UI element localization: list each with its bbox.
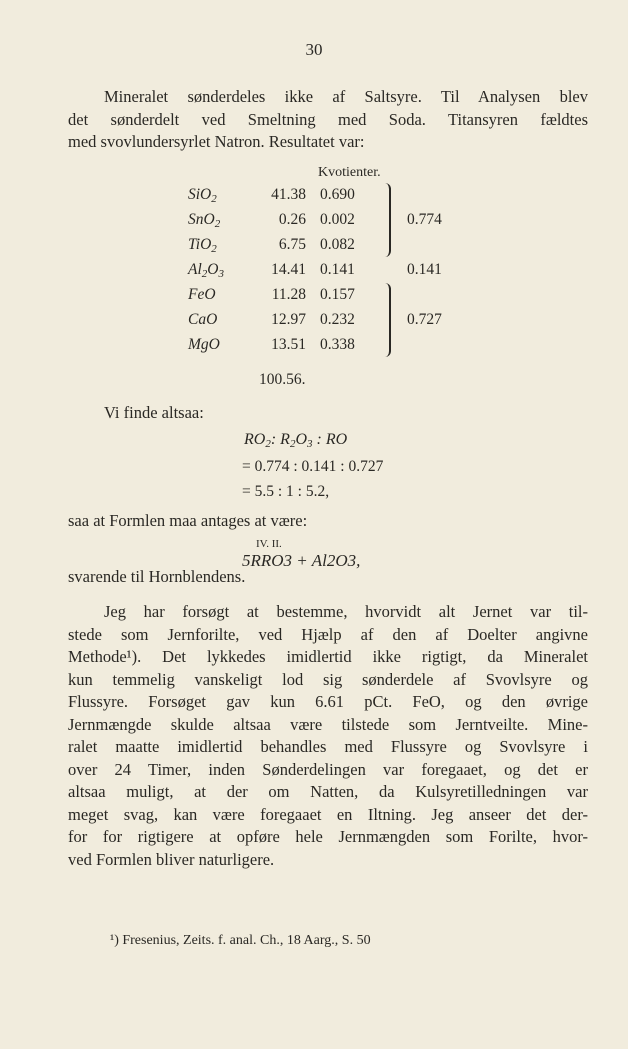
- table-percent: 13.51: [271, 336, 306, 353]
- text-line: Jernmængde skulde altsaa være tilstede som Jerntveilte. Mine-: [68, 714, 588, 734]
- text-line: altsaa muligt, at der om Natten, da Kulsyretilledningen var: [68, 782, 588, 801]
- ratio-line: = 5.5 : 1 : 5.2,: [242, 483, 330, 500]
- table-percent: 14.41: [271, 261, 306, 278]
- text-line: meget svag, kan være foregaaet en Iltning. Jeg anseer det der-: [68, 804, 588, 824]
- table-formula: $Al_2O_3$: [188, 261, 224, 280]
- ratio-header: $RO_2$: $R_2O_3$ : RO: [244, 431, 348, 450]
- text-line: med svovlundersyrlet Natron. Resultatet var:: [68, 132, 365, 151]
- roman-numerals: IV. II.: [256, 538, 282, 550]
- text-line: Methode¹). Det lykkedes imidlertid ikke rigtigt, da Mineralet: [68, 647, 588, 666]
- table-formula: MgO: [188, 336, 220, 353]
- formula-line: 5RRO3 + Al2O3,: [242, 551, 361, 570]
- table-formula: CaO: [188, 311, 218, 328]
- group-sum: 0.727: [407, 311, 442, 328]
- group-sum: 0.774: [407, 211, 442, 228]
- table-quotient: 0.141: [320, 261, 355, 278]
- text-line: stede som Jernforilte, ved Hjælp af den af Doelter angivne: [68, 624, 588, 644]
- table-total: 100.56.: [259, 371, 306, 388]
- text-line: for for rigtigere at opføre hele Jernmængden som Forilte, hvor-: [68, 827, 588, 846]
- table-percent: 6.75: [278, 236, 306, 253]
- page-number: 30: [305, 40, 323, 59]
- table-quotient: 0.002: [320, 211, 355, 228]
- table-formula: SiO$_2$: [188, 186, 217, 205]
- body-paragraph: [68, 601, 588, 871]
- vi-finde-line: Vi finde altsaa:: [104, 403, 204, 422]
- text-line: det sønderdelt ved Smeltning med Soda. Titansyren fældtes: [68, 109, 588, 129]
- table-formula: TiO$_2$: [188, 236, 217, 255]
- table-percent: 12.97: [271, 311, 306, 328]
- saa-at-line: saa at Formlen maa antages at være:: [68, 511, 308, 530]
- table-formula: SnO$_2$: [188, 211, 221, 230]
- text-line: Jeg har forsøgt at bestemme, hvorvidt alt Jernet var til-: [104, 602, 588, 621]
- table-quotient: 0.157: [320, 286, 355, 303]
- table-percent: 11.28: [271, 286, 306, 303]
- text-line: Flussyre. Forsøget gav kun 6.61 pCt. FeO, og den øvrige: [68, 692, 588, 711]
- table-quotient: 0.082: [320, 236, 355, 253]
- svarende-line: svarende til Hornblendens.: [68, 567, 246, 586]
- table-percent: 41.38: [271, 186, 306, 203]
- text-line: ralet maatte imidlertid behandles med Flussyre og Svovlsyre i: [68, 737, 588, 756]
- text-line: over 24 Timer, inden Sønderdelingen var foregaaet, og det er: [68, 759, 588, 779]
- text-line: kun temmelig vanskeligt lod sig sønderdele af Svovlsyre og: [68, 669, 588, 689]
- table-quotient: 0.338: [320, 336, 355, 353]
- table-percent: 0.26: [278, 211, 306, 228]
- table-quotient: 0.232: [320, 311, 355, 328]
- group-sum: 0.141: [407, 261, 442, 278]
- table-header: Kvotienter.: [318, 165, 381, 180]
- footnote: ¹) Fresenius, Zeits. f. anal. Ch., 18 Aarg., S. 50: [110, 933, 371, 948]
- text-line: ved Formlen bliver naturligere.: [68, 849, 275, 869]
- table-quotient: 0.690: [320, 186, 355, 203]
- table-formula: FeO: [188, 286, 216, 303]
- ratio-line: = 0.774 : 0.141 : 0.727: [242, 458, 384, 475]
- text-line: Mineralet sønderdeles ikke af Saltsyre. Til Analysen blev: [104, 87, 588, 106]
